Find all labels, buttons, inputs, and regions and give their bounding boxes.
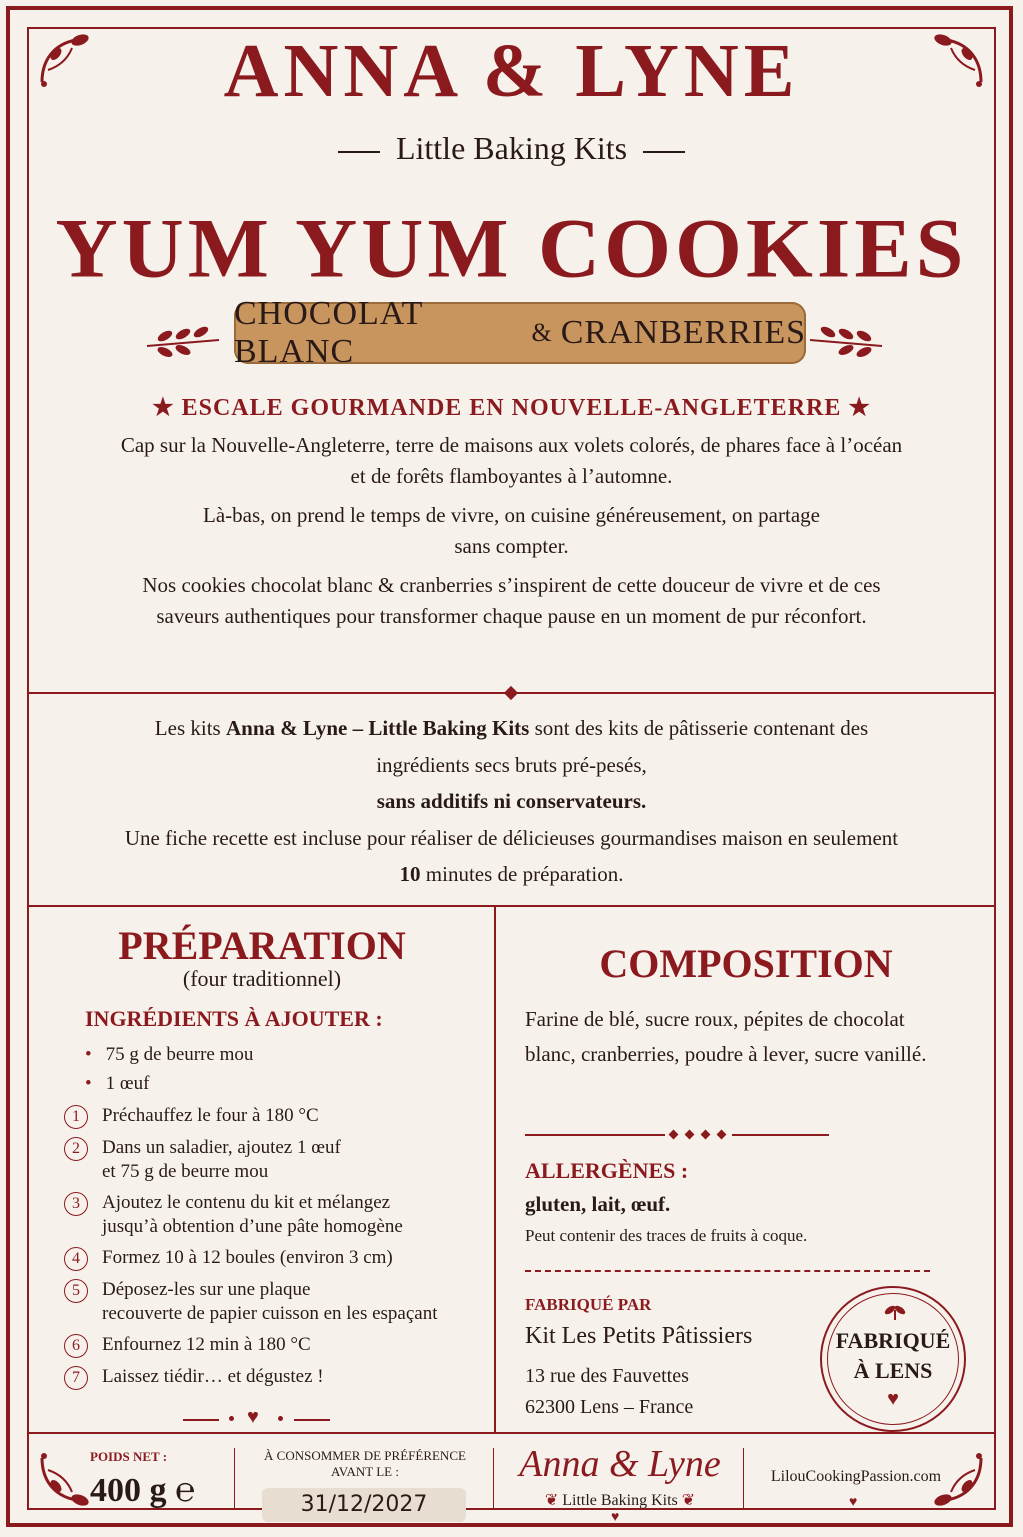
star-icon: ★ — [152, 395, 175, 421]
step-number: 7 — [64, 1366, 88, 1390]
intro-heading — [0, 393, 1023, 422]
intro-paragraph: Cap sur la Nouvelle-Angleterre, terre de maisons aux volets colorés, de phares face à l’océan et de forêts flamboyantes à l’automne. — [120, 433, 903, 488]
step-item — [64, 1333, 494, 1358]
kits-no-additives: sans additifs ni conservateurs. — [376, 789, 647, 813]
ingredients-heading: INGRÉDIENTS À AJOUTER : — [85, 1006, 383, 1031]
ornament-line — [183, 1419, 219, 1421]
heart-icon: ♥ — [849, 1495, 858, 1510]
maker-address — [525, 1361, 693, 1423]
list-item: • 1 œuf — [85, 1069, 253, 1098]
step-number: 3 — [64, 1192, 88, 1216]
step-line: Dans un saladier, ajoutez 1 œuf — [102, 1137, 341, 1158]
step-number: 4 — [64, 1247, 88, 1271]
footer-separator — [743, 1448, 744, 1510]
step-line: et 75 g de beurre mou — [102, 1161, 269, 1182]
heart-icon: ♥ — [887, 1388, 899, 1410]
step-item — [64, 1104, 494, 1129]
website-link[interactable]: LilouCookingPassion.com — [770, 1468, 942, 1485]
dashed-divider — [525, 1270, 930, 1272]
flavor-right: CRANBERRIES — [560, 314, 806, 351]
best-before-date: 31/12/2027 — [262, 1488, 466, 1522]
step-item — [64, 1191, 494, 1239]
step-item — [64, 1278, 494, 1326]
subtitle-rule-left — [338, 151, 380, 153]
step-text — [102, 1278, 438, 1326]
made-in-lens-stamp — [820, 1286, 966, 1432]
traces-note: Peut contenir des traces de fruits à coque. — [525, 1226, 808, 1245]
ornament-dot — [229, 1416, 234, 1421]
address-line: 13 rue des Fauvettes — [525, 1365, 689, 1387]
allergens-heading: ALLERGÈNES : — [525, 1158, 689, 1183]
step-text — [102, 1104, 319, 1128]
steps-list — [64, 1104, 494, 1397]
flavor-amp: & — [531, 318, 553, 347]
step-line: jusqu’à obtention d’une pâte homogène — [102, 1216, 403, 1237]
step-line: Déposez-les sur une plaque — [102, 1279, 311, 1300]
address-line: 62300 Lens – France — [525, 1396, 694, 1418]
preparation-title: PRÉPARATION — [118, 923, 406, 968]
footer-divider — [28, 1432, 995, 1434]
step-line: recouverte de papier cuisson en les espaçant — [102, 1303, 438, 1324]
ornament-line — [525, 1134, 665, 1136]
weight-value: 400 g ℮ — [90, 1472, 196, 1509]
brand-subtitle — [0, 130, 1023, 167]
kits-brand: Anna & Lyne – Little Baking Kits — [225, 716, 530, 740]
step-line: Formez 10 à 12 boules (environ 3 cm) — [102, 1247, 393, 1268]
brand-title: ANNA & LYNE — [223, 29, 800, 113]
intro-paragraph: Nos cookies chocolat blanc & cranberries s’inspirent de cette douceur de vivre et de ces saveurs authentiques pour transformer chaque pause en un moment de pur réconfort. — [142, 573, 881, 628]
leaf-icon — [883, 1302, 907, 1322]
subtitle-rule-right — [643, 151, 685, 153]
intro-paragraph: Là-bas, on prend le temps de vivre, on cuisine généreusement, on partage sans compter. — [203, 503, 820, 558]
kits-text: sont des kits de pâtisserie contenant des ingrédients secs bruts pré-pesés, — [376, 716, 869, 777]
sprig-small-icon: ❦ — [681, 1492, 696, 1509]
best-before-label: À CONSOMMER DE PRÉFÉRENCE AVANT LE : — [264, 1448, 466, 1479]
step-text — [102, 1136, 341, 1184]
signature-subtitle — [500, 1490, 740, 1510]
step-line: Préchauffez le four à 180 °C — [102, 1105, 319, 1126]
weight-label: POIDS NET : — [90, 1449, 168, 1464]
ingredients-list — [85, 1040, 253, 1098]
preparation-subtitle: (four traditionnel) — [182, 966, 342, 991]
flourish-bottom-left-icon — [34, 1450, 98, 1510]
step-text — [102, 1246, 393, 1270]
made-by-heading: FABRIQUÉ PAR — [525, 1295, 652, 1314]
step-number: 6 — [64, 1334, 88, 1358]
step-item — [64, 1136, 494, 1184]
step-line: Enfournez 12 min à 180 °C — [102, 1334, 311, 1355]
sprig-small-icon: ❦ — [544, 1492, 559, 1509]
star-icon: ★ — [848, 395, 871, 421]
ornament-line — [294, 1419, 330, 1421]
subbrand-text: Little Baking Kits — [395, 130, 628, 166]
list-item: • 75 g de beurre mou — [85, 1040, 253, 1069]
footer-separator — [234, 1448, 235, 1510]
heart-icon: ♥ — [611, 1510, 620, 1525]
product-title: YUM YUM COOKIES — [55, 200, 968, 296]
allergens-list: gluten, lait, œuf. — [525, 1192, 671, 1216]
kits-text: minutes de préparation. — [420, 862, 624, 886]
kits-description — [120, 710, 903, 893]
flavor-banner — [234, 295, 806, 370]
sprig-left-icon — [143, 322, 223, 362]
kits-minutes: 10 — [399, 862, 421, 886]
step-line: Ajoutez le contenu du kit et mélangez — [102, 1192, 391, 1213]
step-line: Laissez tiédir… et dégustez ! — [102, 1366, 324, 1387]
signature-subtitle-text: Little Baking Kits — [562, 1492, 678, 1509]
heart-icon: ♥ — [247, 1406, 259, 1428]
section-divider — [28, 905, 995, 907]
step-number: 5 — [64, 1279, 88, 1303]
kits-text: Les kits — [154, 716, 226, 740]
stamp-line: À LENS — [853, 1358, 933, 1383]
intro-heading-text: ESCALE GOURMANDE EN NOUVELLE-ANGLETERRE — [181, 395, 842, 421]
maker-name: Kit Les Petits Pâtissiers — [525, 1323, 753, 1349]
step-item — [64, 1365, 494, 1390]
step-text — [102, 1365, 324, 1389]
ornament-dot — [278, 1416, 283, 1421]
flavor-left: CHOCOLAT BLANC — [234, 295, 423, 370]
step-number: 2 — [64, 1137, 88, 1161]
kits-text: Une fiche recette est incluse pour réaliser de délicieuses gourmandises maison en seulement — [124, 825, 899, 850]
sprig-right-icon — [806, 322, 886, 362]
stamp-text — [822, 1326, 964, 1386]
step-number: 1 — [64, 1105, 88, 1129]
step-item — [64, 1246, 494, 1271]
signature-logo: Anna & Lyne — [519, 1443, 721, 1485]
composition-text: Farine de blé, sucre roux, pépites de chocolat blanc, cranberries, poudre à lever, sucre vanillé. — [525, 1007, 927, 1066]
ornament-line — [732, 1134, 829, 1136]
step-text — [102, 1333, 311, 1357]
composition-title: COMPOSITION — [599, 941, 893, 986]
stamp-line: FABRIQUÉ — [835, 1328, 951, 1353]
footer-separator — [493, 1448, 494, 1510]
intro-text — [100, 430, 923, 640]
step-text — [102, 1191, 403, 1239]
